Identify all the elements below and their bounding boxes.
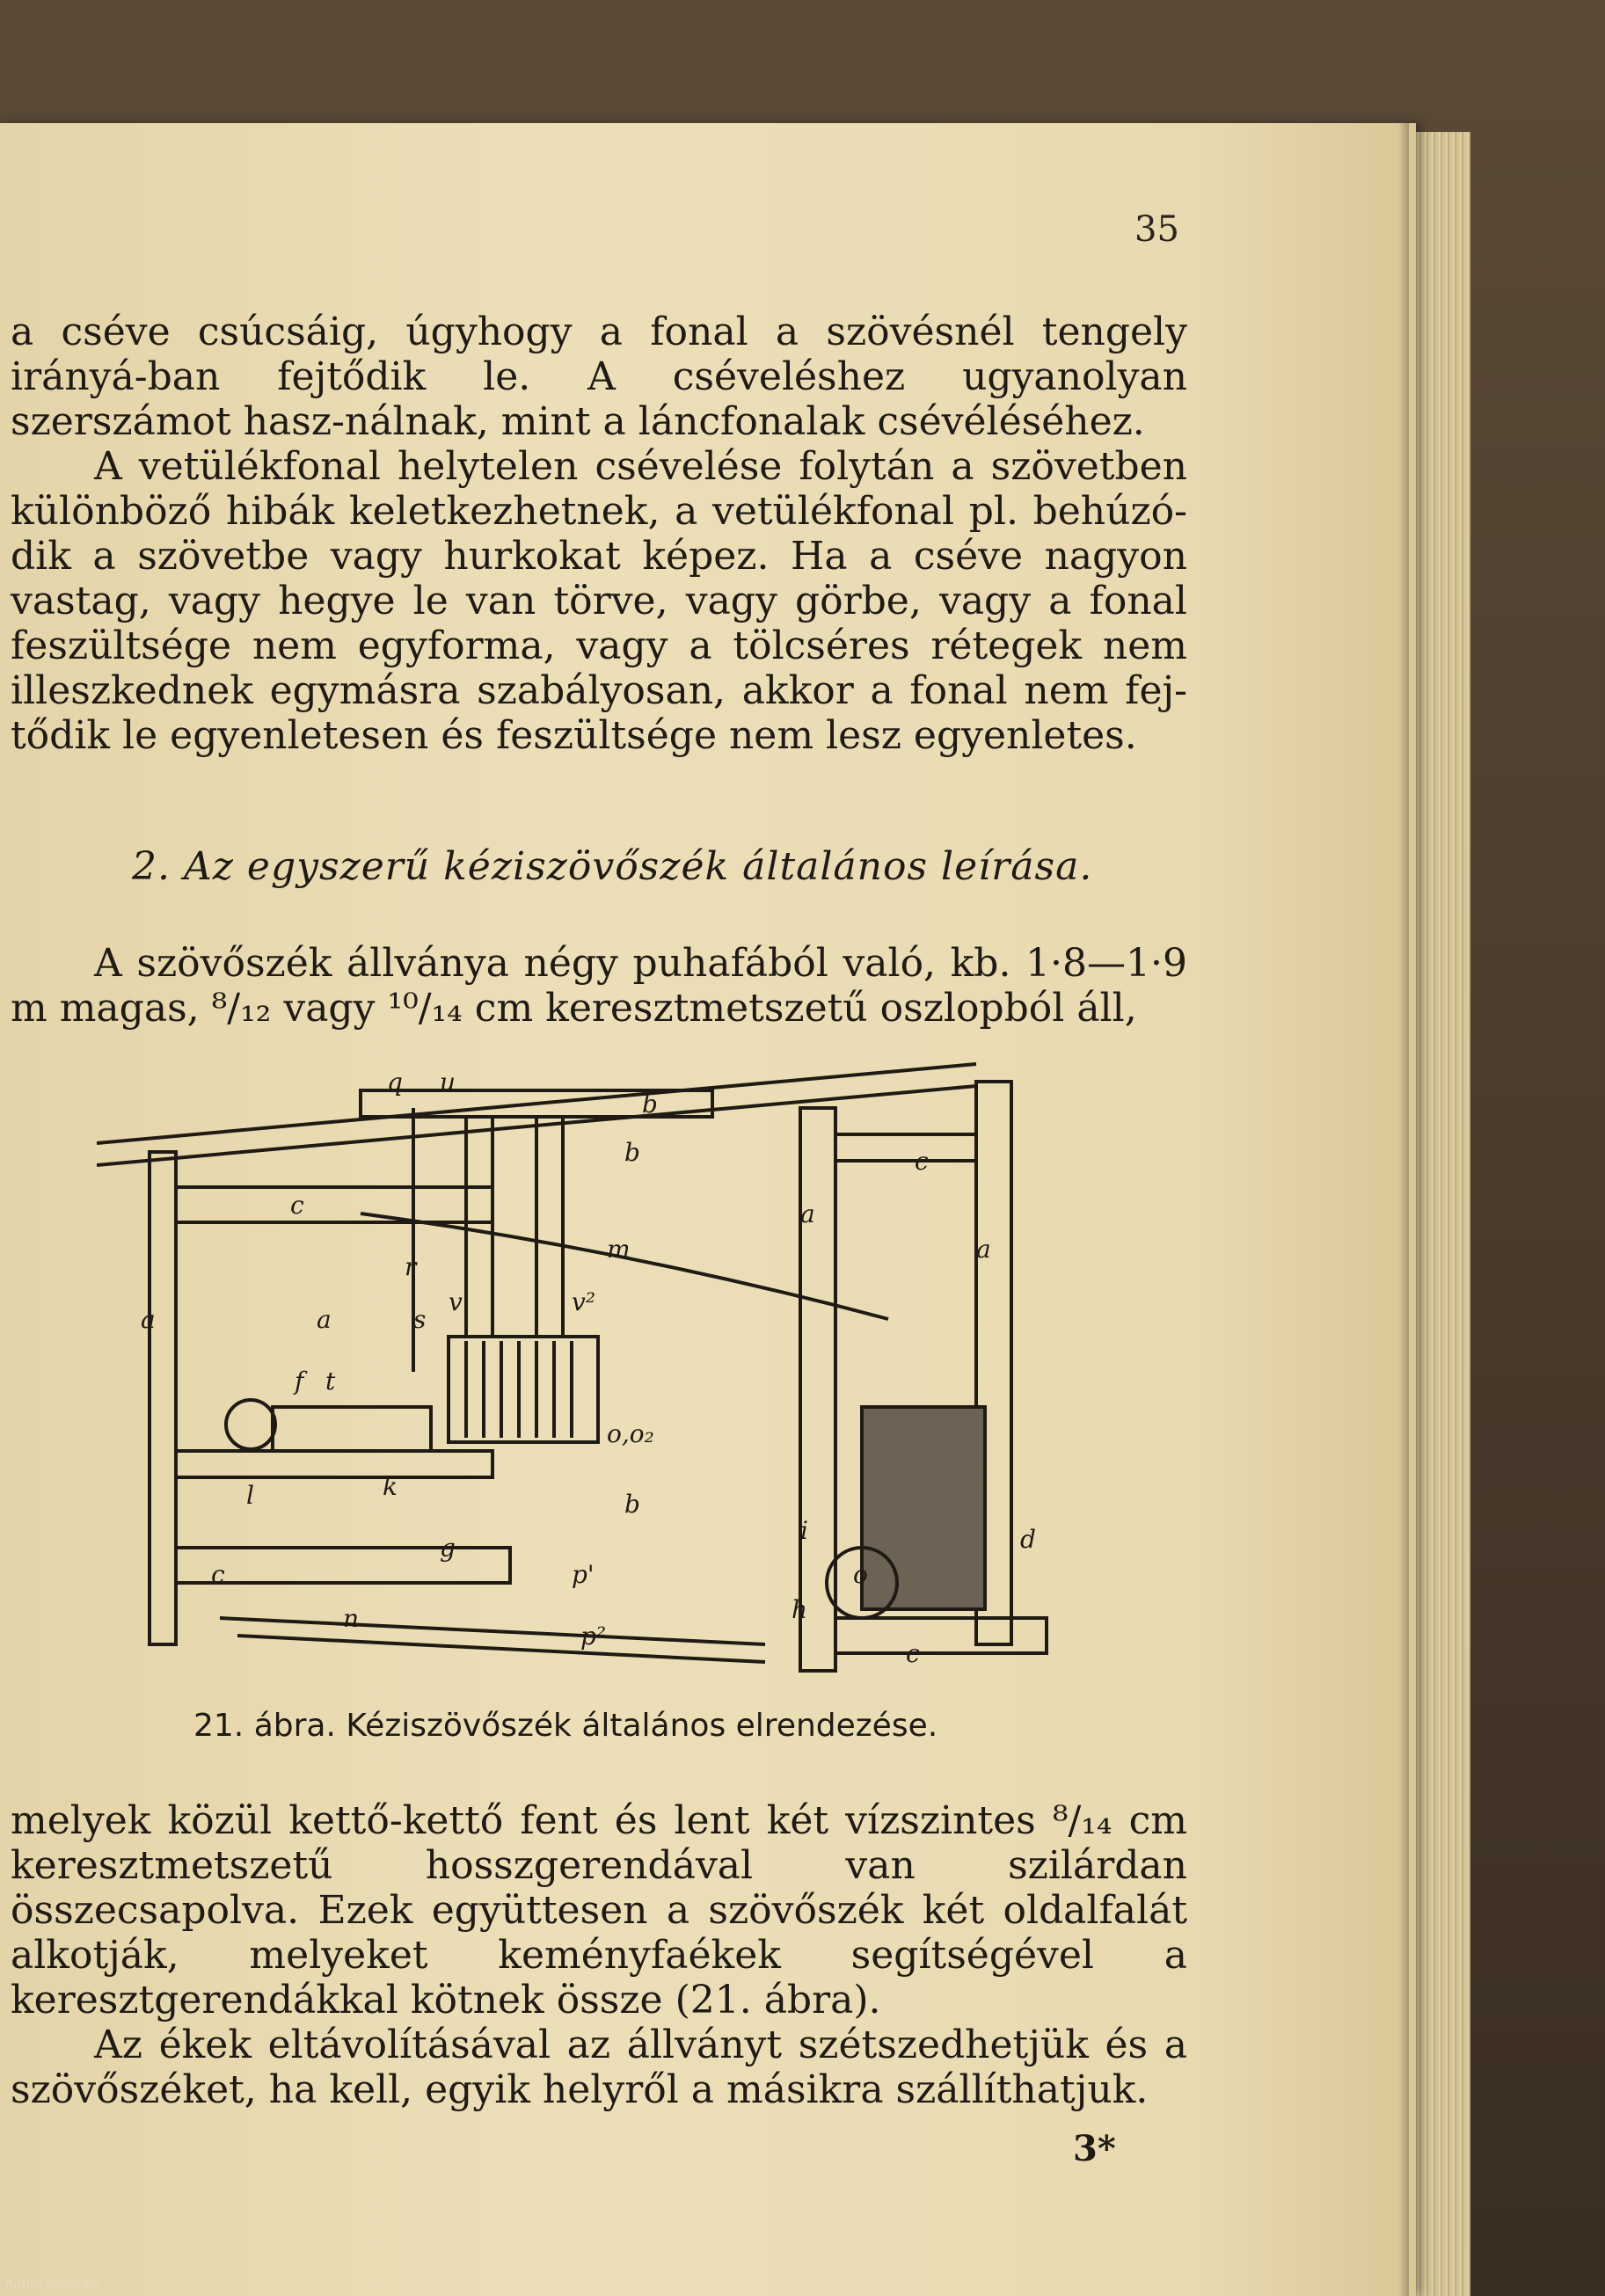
figure-label: p² — [580, 1622, 607, 1651]
figure-label: h — [792, 1595, 808, 1624]
figure-label: v² — [572, 1287, 596, 1316]
figure-label: c — [290, 1191, 304, 1220]
page-gutter-shadow — [1398, 123, 1409, 2296]
figure-label: o — [853, 1560, 868, 1589]
section-heading: 2. Az egyszerű kéziszövőszék általános leírása. — [132, 844, 1093, 889]
figure-label: c — [915, 1147, 929, 1176]
figure-label: b — [624, 1490, 640, 1519]
figure-label: a — [317, 1305, 332, 1334]
figure-label: c — [906, 1639, 920, 1668]
figure-label: i — [800, 1516, 808, 1545]
figure-label: r — [405, 1252, 417, 1281]
watermark: Antikvarium.hu — [5, 2278, 100, 2292]
figure-label: b — [642, 1090, 658, 1119]
paragraph: A vetülékfonal helytelen csévelése folytán a szövetben különböző hibák keletkezhetnek, a vetülékfonal pl. behúzó-dik a szövetbe vagy hurkokat képez. Ha a cséve nagyon vastag, vagy hegye le van törve, vagy görbe, vagy a fonal feszültsége nem egyforma, vagy a tölcséres rétegek nem illeszkednek egymásra szabályosan, akkor a fonal nem fej-tődik le egyenletesen és feszültsége nem lesz egyenletes. — [11, 444, 1187, 758]
page-edges — [1407, 132, 1470, 2296]
section-intro: A szövőszék állványa négy puhafából való, kb. 1·8—1·9 m magas, ⁸/₁₂ vagy ¹⁰/₁₄ cm keresztmetszetű oszlopból áll, — [11, 941, 1187, 1031]
text-block-bottom — [11, 1798, 1187, 2112]
paragraph: melyek közül kettő-kettő fent és lent két vízszintes ⁸/₁₄ cm keresztmetszetű hosszgerendával van szilárdan összecsapolva. Ezek együttesen a szövőszék két oldalfalát alkotják, melyeket keményfaékek segítségével a keresztgerendákkal kötnek össze (21. ábra). — [11, 1798, 1187, 2023]
paragraph: a cséve csúcsáig, úgyhogy a fonal a szövésnél tengely irányá-ban fejtődik le. A cséveléshez ugyanolyan szerszámot hasz-nálnak, mint a láncfonalak csévéléséhez. — [11, 310, 1187, 444]
figure-label: t — [325, 1367, 336, 1396]
figure-label: c — [211, 1560, 225, 1589]
signature-mark: 3* — [1073, 2128, 1116, 2169]
figure-label: a — [141, 1305, 156, 1334]
figure-label: n — [343, 1604, 360, 1633]
page-number: 35 — [1134, 209, 1179, 250]
figure-label: p' — [572, 1560, 595, 1589]
figure-label: k — [383, 1472, 398, 1501]
figure-label: d — [1020, 1525, 1036, 1554]
figure-label: g — [440, 1534, 456, 1563]
figure-caption: 21. ábra. Kéziszövőszék általános elrendezése. — [193, 1708, 938, 1744]
figure-label: o,o₂ — [607, 1419, 654, 1448]
figure-label: a — [800, 1199, 815, 1228]
figure-label: s — [413, 1305, 427, 1334]
loom-illustration — [97, 1055, 1091, 1688]
figure-label: m — [607, 1235, 631, 1264]
figure-label: a — [976, 1235, 991, 1264]
figure-label: f — [295, 1367, 304, 1396]
figure-label: q — [387, 1068, 403, 1097]
figure-label: v' — [449, 1287, 470, 1316]
text-block-top — [11, 310, 1187, 758]
loom-figure — [97, 1055, 1091, 1688]
paragraph: Az ékek eltávolításával az állványt szétszedhetjük és a szövőszéket, ha kell, egyik helyről a másikra szállíthatjuk. — [11, 2023, 1187, 2112]
figure-label: l — [246, 1481, 254, 1510]
figure-label: u — [440, 1068, 456, 1097]
figure-label: b — [624, 1138, 640, 1167]
